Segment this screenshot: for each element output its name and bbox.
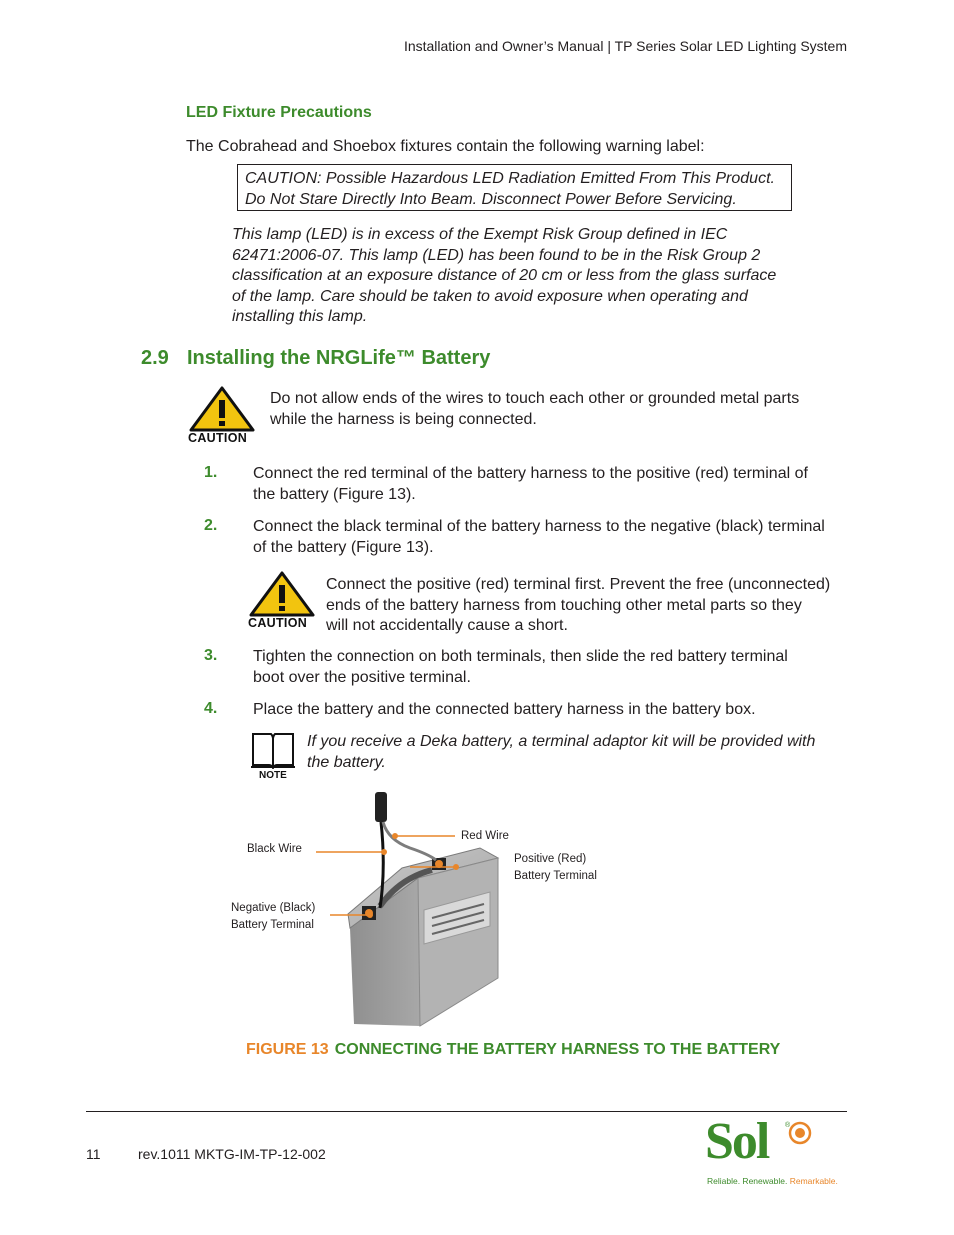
sun-icon (787, 1120, 813, 1146)
figure-label-positive-terminal (514, 851, 597, 884)
step-line: Connect the red terminal of the battery harness to the positive (red) terminal of (253, 465, 808, 482)
note-label: NOTE (259, 770, 287, 781)
section-title: Installing the NRGLife™ Battery (187, 347, 491, 369)
note-line: If you receive a Deka battery, a terminal adaptor kit will be provided with (307, 733, 816, 750)
figure-label-red-wire: Red Wire (461, 830, 509, 842)
figure-label-line: Negative (Black) (231, 902, 316, 914)
logo-wordmark: Sol (705, 1113, 769, 1170)
warning-triangle-icon (248, 571, 316, 617)
figure-caption (246, 1041, 780, 1059)
paragraph-line: of the lamp. Care should be taken to avoid exposure when operating and (232, 287, 748, 305)
step-line: Place the battery and the connected battery harness in the battery box. (253, 701, 756, 718)
caution-label: CAUTION (248, 616, 308, 630)
step-text (253, 700, 756, 721)
figure-label-black-wire: Black Wire (247, 843, 302, 855)
caution-line: while the harness is being connected. (270, 410, 537, 428)
caution-symbol (188, 386, 256, 446)
figure-label-line: Positive (Red) (514, 853, 587, 865)
caution-symbol (248, 571, 316, 631)
section-heading (141, 347, 490, 370)
step-number: 1. (204, 464, 218, 481)
step-line: of the battery (Figure 13). (253, 538, 434, 556)
logo-tagline (707, 1176, 838, 1186)
registered-mark: ® (785, 1122, 791, 1129)
figure-label-line: Battery Terminal (231, 918, 314, 931)
document-revision: rev.1011 MKTG-IM-TP-12-002 (138, 1146, 326, 1162)
caution-text (270, 389, 799, 430)
caution-line: Connect the positive (red) terminal first. Prevent the free (unconnected) (326, 576, 831, 593)
step-line: Connect the black terminal of the battery harness to the negative (black) terminal (253, 518, 825, 535)
risk-group-paragraph (232, 225, 776, 328)
paragraph-line: installing this lamp. (232, 308, 368, 325)
open-book-icon (250, 731, 296, 769)
warning-label-line: CAUTION: Possible Hazardous LED Radiation Emitted From This Product. (245, 170, 775, 187)
section-number: 2.9 (141, 347, 169, 369)
step-text (253, 647, 788, 688)
figure-label-line: Battery Terminal (514, 869, 597, 882)
caution-line: will not accidentally cause a short. (326, 617, 568, 634)
note-line: the battery. (307, 753, 386, 771)
figure-title: CONNECTING THE BATTERY HARNESS TO THE BATTERY (334, 1041, 781, 1058)
step-line: boot over the positive terminal. (253, 668, 471, 686)
step-number: 3. (204, 647, 218, 664)
sol-logo (705, 1113, 850, 1190)
step-line: Tighten the connection on both terminals, then slide the red battery terminal (253, 648, 788, 665)
caution-line: Do not allow ends of the wires to touch each other or grounded metal parts (270, 390, 800, 407)
intro-text: The Cobrahead and Shoebox fixtures contain the following warning label: (186, 138, 705, 155)
tagline-part: Reliable. Renewable. (707, 1176, 788, 1186)
caution-line: ends of the battery harness from touching other metal parts so they (326, 596, 802, 614)
figure-label-negative-terminal (231, 900, 315, 933)
tagline-part: Remarkable. (789, 1176, 838, 1186)
step-text (253, 464, 808, 505)
warning-label-line: Do Not Stare Directly Into Beam. Disconnect Power Before Servicing. (245, 190, 737, 208)
page-number: 11 (86, 1146, 101, 1162)
subsection-heading: LED Fixture Precautions (186, 104, 372, 121)
running-header: Installation and Owner’s Manual | TP Series Solar LED Lighting System (403, 38, 847, 54)
paragraph-line: classification at an exposure distance of 20 cm or less from the glass surface (232, 267, 777, 284)
paragraph-line: This lamp (LED) is in excess of the Exempt Risk Group defined in IEC (232, 226, 728, 243)
step-number: 2. (204, 517, 218, 534)
warning-label-box (237, 164, 792, 211)
paragraph-line: 62471:2006-07. This lamp (LED) has been found to be in the Risk Group 2 (232, 246, 761, 264)
note-symbol (250, 731, 298, 785)
step-text (253, 517, 825, 558)
figure-number: FIGURE 13 (246, 1041, 329, 1058)
note-text (307, 732, 815, 773)
caution-label: CAUTION (188, 431, 248, 445)
warning-triangle-icon (188, 386, 256, 432)
caution-text (326, 575, 830, 637)
step-line: the battery (Figure 13). (253, 485, 416, 503)
step-number: 4. (204, 700, 218, 717)
